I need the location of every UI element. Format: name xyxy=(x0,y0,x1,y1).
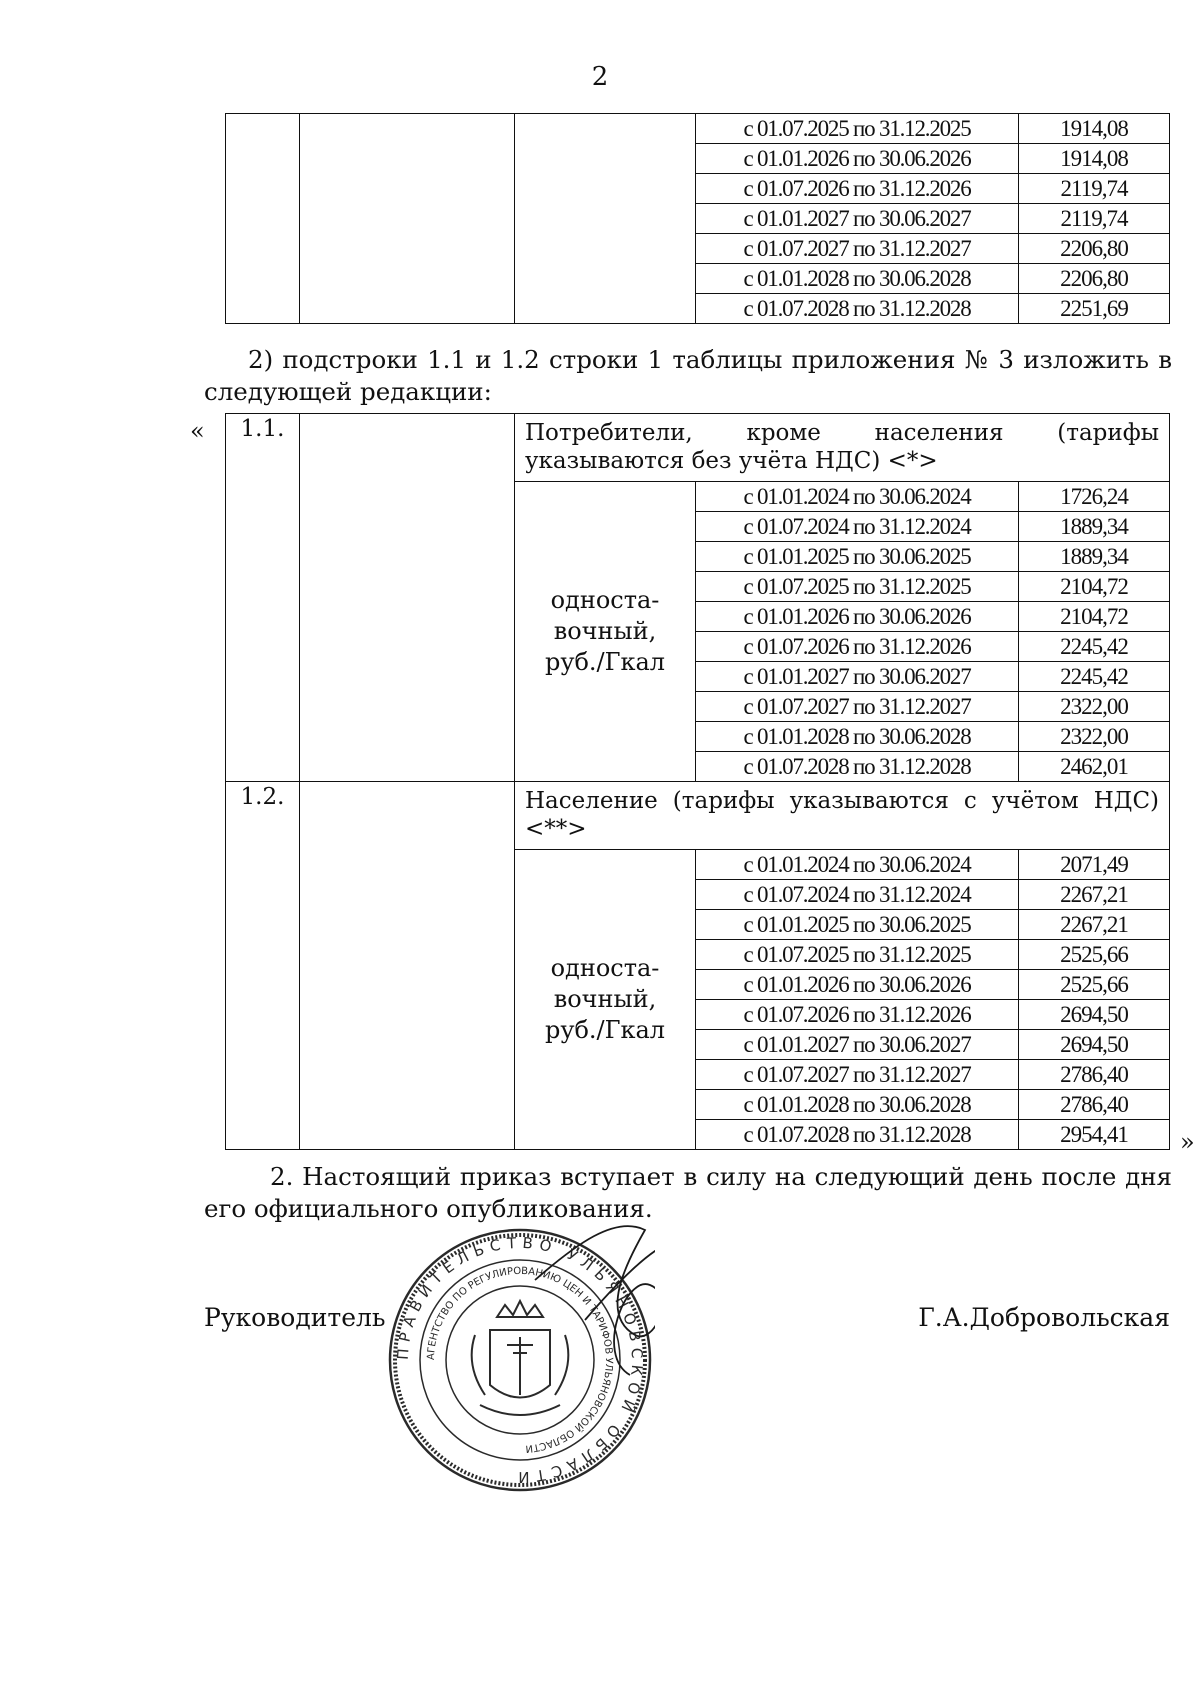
signature-title: Руководитель xyxy=(204,1303,386,1332)
tariff-value-cell: 1914,08 xyxy=(1019,144,1170,174)
blank-name-cell xyxy=(300,114,515,324)
seal-emblem xyxy=(472,1301,569,1415)
tariff-value-cell: 1726,24 xyxy=(1019,482,1170,512)
tariff-value-cell: 2462,01 xyxy=(1019,752,1170,782)
tariff-value-cell: 2119,74 xyxy=(1019,204,1170,234)
tariff-value-cell: 1889,34 xyxy=(1019,542,1170,572)
tariff-value-cell: 2071,49 xyxy=(1019,850,1170,880)
table-main xyxy=(225,413,1170,1150)
section-header-row xyxy=(226,414,1170,482)
tariff-value-cell: 1914,08 xyxy=(1019,114,1170,144)
quote-open: « xyxy=(190,417,205,445)
table-top xyxy=(225,113,1170,324)
tariff-value-cell: 2525,66 xyxy=(1019,940,1170,970)
section-header-row xyxy=(226,782,1170,850)
period-cell: с 01.07.2027 по 31.12.2027 xyxy=(696,234,1019,264)
period-cell: с 01.01.2027 по 30.06.2027 xyxy=(696,1030,1019,1060)
period-cell: с 01.01.2028 по 30.06.2028 xyxy=(696,722,1019,752)
tariff-value-cell: 2206,80 xyxy=(1019,234,1170,264)
period-cell: с 01.07.2028 по 31.12.2028 xyxy=(696,752,1019,782)
period-cell: с 01.01.2028 по 30.06.2028 xyxy=(696,264,1019,294)
tariff-value-cell: 2251,69 xyxy=(1019,294,1170,324)
period-cell: с 01.01.2024 по 30.06.2024 xyxy=(696,482,1019,512)
blank-name-cell xyxy=(300,782,515,1150)
tariff-value-cell: 2694,50 xyxy=(1019,1030,1170,1060)
tariff-value-cell: 2525,66 xyxy=(1019,970,1170,1000)
seal-inner-text: АГЕНТСТВО ПО РЕГУЛИРОВАНИЮ ЦЕН И ТАРИФОВ УЛЬЯНОВСКОЙ ОБЛАСТИ xyxy=(425,1265,615,1454)
tariff-value-cell: 2245,42 xyxy=(1019,632,1170,662)
signature-name: Г.А.Добровольская xyxy=(918,1303,1170,1332)
tariff-value-cell: 2245,42 xyxy=(1019,662,1170,692)
quote-close: » xyxy=(1180,1128,1195,1156)
period-cell: с 01.07.2024 по 31.12.2024 xyxy=(696,512,1019,542)
table-row xyxy=(226,114,1170,144)
period-cell: с 01.07.2028 по 31.12.2028 xyxy=(696,1120,1019,1150)
period-cell: с 01.07.2025 по 31.12.2025 xyxy=(696,940,1019,970)
period-cell: с 01.01.2025 по 30.06.2025 xyxy=(696,910,1019,940)
section-number-cell: 1.2. xyxy=(226,782,300,1150)
tariff-value-cell: 2206,80 xyxy=(1019,264,1170,294)
period-cell: с 01.07.2027 по 31.12.2027 xyxy=(696,692,1019,722)
tariff-value-cell: 2786,40 xyxy=(1019,1060,1170,1090)
tariff-unit-cell: односта- вочный, руб./Гкал xyxy=(515,850,696,1150)
period-cell: с 01.07.2026 по 31.12.2026 xyxy=(696,174,1019,204)
period-cell: с 01.07.2025 по 31.12.2025 xyxy=(696,572,1019,602)
section-number-cell: 1.1. xyxy=(226,414,300,782)
blank-number-cell xyxy=(226,114,300,324)
tariff-value-cell: 2267,21 xyxy=(1019,910,1170,940)
tariff-unit-cell: односта- вочный, руб./Гкал xyxy=(515,482,696,782)
tariff-value-cell: 2322,00 xyxy=(1019,722,1170,752)
period-cell: с 01.07.2026 по 31.12.2026 xyxy=(696,632,1019,662)
period-cell: с 01.01.2026 по 30.06.2026 xyxy=(696,970,1019,1000)
period-cell: с 01.01.2026 по 30.06.2026 xyxy=(696,602,1019,632)
tariff-value-cell: 2119,74 xyxy=(1019,174,1170,204)
period-cell: с 01.01.2025 по 30.06.2025 xyxy=(696,542,1019,572)
period-cell: с 01.01.2027 по 30.06.2027 xyxy=(696,662,1019,692)
period-cell: с 01.07.2027 по 31.12.2027 xyxy=(696,1060,1019,1090)
consumer-group-header: Население (тарифы указываются с учётом НДС) <**> xyxy=(515,782,1170,850)
tariff-value-cell: 2322,00 xyxy=(1019,692,1170,722)
blank-unit-cell xyxy=(515,114,696,324)
tariff-value-cell: 2694,50 xyxy=(1019,1000,1170,1030)
tariff-value-cell: 1889,34 xyxy=(1019,512,1170,542)
tariff-value-cell: 2786,40 xyxy=(1019,1090,1170,1120)
tariff-value-cell: 2954,41 xyxy=(1019,1120,1170,1150)
period-cell: с 01.07.2026 по 31.12.2026 xyxy=(696,1000,1019,1030)
paragraph-amendment: 2) подстроки 1.1 и 1.2 строки 1 таблицы приложения № 3 изложить в следующей редакции: xyxy=(204,345,1172,406)
page-number: 2 xyxy=(591,62,609,92)
blank-name-cell xyxy=(300,414,515,782)
period-cell: с 01.07.2024 по 31.12.2024 xyxy=(696,880,1019,910)
period-cell: с 01.01.2024 по 30.06.2024 xyxy=(696,850,1019,880)
period-cell: с 01.01.2026 по 30.06.2026 xyxy=(696,144,1019,174)
tariff-value-cell: 2104,72 xyxy=(1019,572,1170,602)
period-cell: с 01.07.2025 по 31.12.2025 xyxy=(696,114,1019,144)
official-seal xyxy=(385,1225,655,1495)
tariff-value-cell: 2267,21 xyxy=(1019,880,1170,910)
period-cell: с 01.01.2028 по 30.06.2028 xyxy=(696,1090,1019,1120)
paragraph-effective: 2. Настоящий приказ вступает в силу на следующий день после дня его официального опубликования. xyxy=(204,1162,1172,1223)
period-cell: с 01.07.2028 по 31.12.2028 xyxy=(696,294,1019,324)
seal-outer-text: ПРАВИТЕЛЬСТВО УЛЬЯНОВСКОЙ ОБЛАСТИ xyxy=(393,1233,647,1487)
period-cell: с 01.01.2027 по 30.06.2027 xyxy=(696,204,1019,234)
consumer-group-header: Потребители, кроме населения (тарифы указываются без учёта НДС) <*> xyxy=(515,414,1170,482)
tariff-value-cell: 2104,72 xyxy=(1019,602,1170,632)
